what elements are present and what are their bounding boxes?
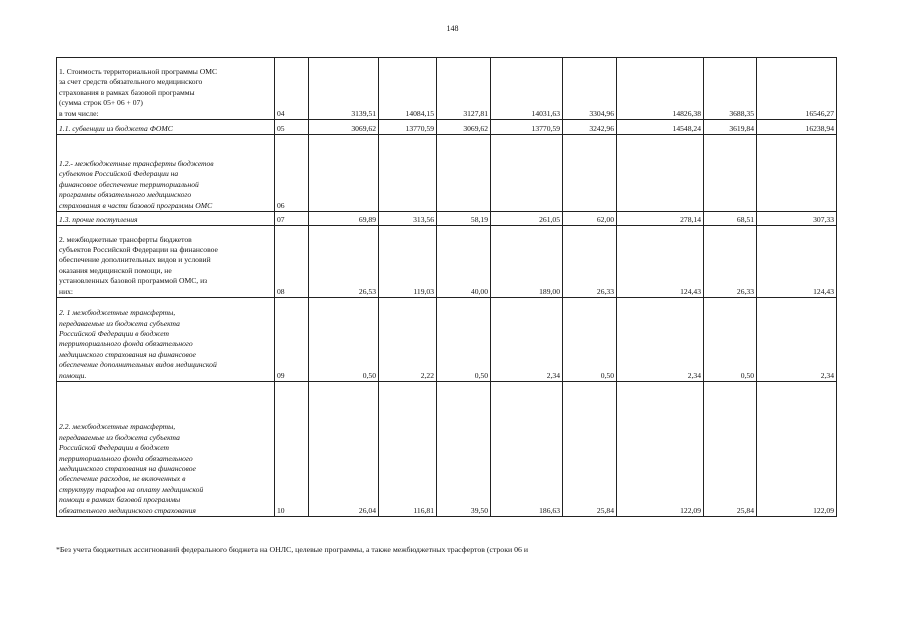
value-cell: 261,05: [491, 212, 563, 226]
value-cell: [757, 135, 837, 212]
value-cell: [379, 135, 437, 212]
value-cell: 14031,63: [491, 58, 563, 120]
row-label-cell: [57, 226, 275, 298]
row-label-cell: [57, 58, 275, 120]
value-cell: 2,34: [617, 298, 704, 382]
value-cell: 25,84: [704, 382, 757, 517]
page-number: 148: [446, 24, 459, 33]
row-label-cell: [57, 298, 275, 382]
table-row: [57, 298, 837, 382]
value-cell: 189,00: [491, 226, 563, 298]
row-label-cell: [57, 212, 275, 226]
value-cell: 2,22: [379, 298, 437, 382]
row-code: 04: [275, 58, 309, 120]
value-cell: 26,04: [309, 382, 379, 517]
row-label: 2. 1 межбюджетные трансферты, передаваемые из бюджета субъекта Российской Федерации в бюджет территориального фонда обязательного медицинского страхования на финансовое обеспечение дополнительных видов медицинской помощи.: [59, 308, 217, 380]
value-cell: 16546,27: [757, 58, 837, 120]
table-row: [57, 135, 837, 212]
row-label: 1. Стоимость территориальной программы ОМС за счет средств обязательного медицинского страхования в рамках базовой программы (сумма строк 05+ 06 + 07) в том числе:: [59, 66, 218, 118]
value-cell: 25,84: [563, 382, 617, 517]
value-cell: 124,43: [757, 226, 837, 298]
value-cell: 313,56: [379, 212, 437, 226]
row-label-cell: [57, 135, 275, 212]
value-cell: 3127,81: [437, 58, 491, 120]
row-code: 05: [275, 120, 309, 135]
row-label: 2.2. межбюджетные трансферты, передаваемые из бюджета субъекта Российской Федерации в бюджет территориального фонда обязательного медицинского страхования на финансовое обеспечение расходов, не включенных в структуру тарифов на оплату медицинской помощи в рамках базовой программы обязательного медицинского страхования: [59, 422, 204, 515]
footnote: *Без учета бюджетных ассигнований федерального бюджета на ОНЛС, целевые программы, а также межбюджетных трасфертов (строки 06 и: [56, 545, 529, 554]
value-cell: [704, 135, 757, 212]
value-cell: 122,09: [617, 382, 704, 517]
value-cell: 3069,62: [437, 120, 491, 135]
value-cell: 0,50: [563, 298, 617, 382]
value-cell: 62,00: [563, 212, 617, 226]
value-cell: 3688,35: [704, 58, 757, 120]
table-row: [57, 382, 837, 517]
value-cell: 58,19: [437, 212, 491, 226]
table-row: [57, 212, 837, 226]
row-code: 09: [275, 298, 309, 382]
value-cell: 26,53: [309, 226, 379, 298]
value-cell: [309, 135, 379, 212]
row-label: 1.3. прочие поступления: [59, 214, 138, 224]
value-cell: [491, 135, 563, 212]
value-cell: 307,33: [757, 212, 837, 226]
row-label: 1.1. субвенции из бюджета ФОМС: [59, 123, 173, 133]
row-code: 08: [275, 226, 309, 298]
value-cell: 278,14: [617, 212, 704, 226]
value-cell: 2,34: [491, 298, 563, 382]
value-cell: 14084,15: [379, 58, 437, 120]
value-cell: 69,89: [309, 212, 379, 226]
value-cell: [617, 135, 704, 212]
value-cell: 186,63: [491, 382, 563, 517]
value-cell: 119,03: [379, 226, 437, 298]
row-label: 1.2.- межбюджетные трансферты бюджетов субъектов Российской Федерации на финансовое обеспечение территориальной программы обязательного медицинского страхования в части базовой программы ОМС: [59, 158, 214, 210]
value-cell: 3139,51: [309, 58, 379, 120]
row-code: 07: [275, 212, 309, 226]
value-cell: 2,34: [757, 298, 837, 382]
value-cell: 116,81: [379, 382, 437, 517]
value-cell: 3304,96: [563, 58, 617, 120]
value-cell: [563, 135, 617, 212]
row-label-cell: [57, 382, 275, 517]
row-label-cell: [57, 120, 275, 135]
value-cell: [437, 135, 491, 212]
financing-table: [56, 57, 837, 517]
value-cell: 39,50: [437, 382, 491, 517]
value-cell: 14548,24: [617, 120, 704, 135]
value-cell: 3242,96: [563, 120, 617, 135]
row-code: 06: [275, 135, 309, 212]
value-cell: 26,33: [704, 226, 757, 298]
value-cell: 0,50: [437, 298, 491, 382]
table-row: [57, 226, 837, 298]
value-cell: 40,00: [437, 226, 491, 298]
table-row: [57, 120, 837, 135]
value-cell: 0,50: [704, 298, 757, 382]
value-cell: 68,51: [704, 212, 757, 226]
value-cell: 3069,62: [309, 120, 379, 135]
value-cell: 124,43: [617, 226, 704, 298]
value-cell: 16238,94: [757, 120, 837, 135]
value-cell: 14826,38: [617, 58, 704, 120]
value-cell: 26,33: [563, 226, 617, 298]
value-cell: 3619,84: [704, 120, 757, 135]
row-code: 10: [275, 382, 309, 517]
value-cell: 122,09: [757, 382, 837, 517]
value-cell: 13770,59: [491, 120, 563, 135]
row-label: 2. межбюджетные трансферты бюджетов субъектов Российской Федерации на финансовое обеспечение дополнительных видов и условий оказания медицинской помощи, не установленных базовой программой ОМС, из них:: [59, 234, 218, 296]
table-row: [57, 58, 837, 120]
value-cell: 13770,59: [379, 120, 437, 135]
value-cell: 0,50: [309, 298, 379, 382]
